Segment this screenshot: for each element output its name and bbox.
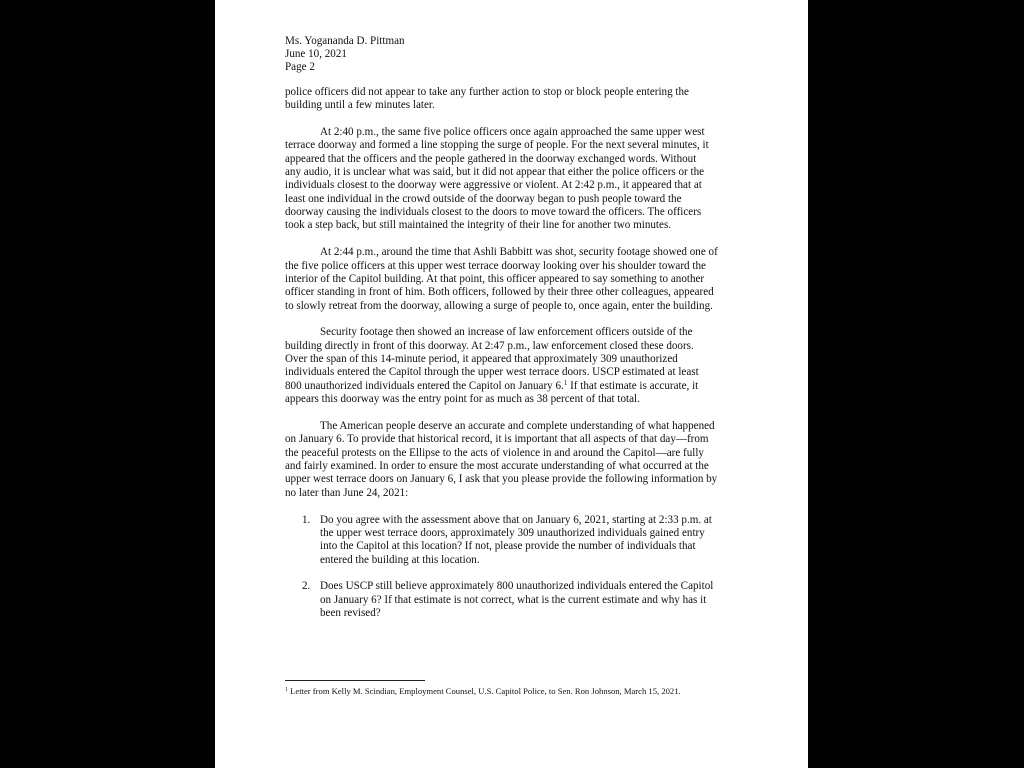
paragraph-line: and fairly examined. In order to ensure the most accurate understanding of what occurred at the [285, 460, 709, 472]
letter-header [285, 35, 405, 74]
paragraph-line: the five police officers at this upper west terrace doorway looking over his shoulder toward the [285, 260, 706, 272]
line-text: If that estimate is accurate, it [567, 380, 699, 392]
list-line: the upper west terrace doors, approximately 309 unauthorized individuals gained entry [320, 527, 705, 539]
paragraph-line: police officers did not appear to take any further action to stop or block people entering the [285, 86, 689, 98]
paragraph-line: Security footage then showed an increase of law enforcement officers outside of the [320, 326, 693, 338]
paragraph-line: individuals closest to the doorway were aggressive or violent. At 2:42 p.m., it appeared that at [285, 179, 702, 191]
paragraph-line: to slowly retreat from the doorway, allowing a surge of people to, once again, enter the building. [285, 300, 713, 312]
list-number: 2. [302, 580, 311, 592]
paragraph-line: terrace doorway and formed a line stopping the surge of people. For the next several minutes, it [285, 139, 709, 151]
paragraph-line: appears this doorway was the entry point for as much as 38 percent of that total. [285, 393, 640, 405]
paragraph-line: At 2:40 p.m., the same five police officers once again approached the same upper west [320, 126, 705, 138]
paragraph-line: Over the span of this 14-minute period, it appeared that approximately 309 unauthorized [285, 353, 678, 365]
paragraph-line: on January 6. To provide that historical record, it is important that all aspects of that day—from [285, 433, 709, 445]
recipient-name: Ms. Yogananda D. Pittman [285, 35, 405, 47]
paragraph-line: individuals entered the Capitol through the upper west terrace doors. USCP estimated at least [285, 366, 699, 378]
list-number: 1. [302, 514, 311, 526]
footnote-reference: 1 [563, 379, 568, 387]
page-number: Page 2 [285, 61, 315, 73]
paragraph-line: The American people deserve an accurate and complete understanding of what happened [320, 420, 715, 432]
paragraph-line: doorway causing the individuals closest to the doors to move toward the officers. The officers [285, 206, 702, 218]
list-line: Do you agree with the assessment above that on January 6, 2021, starting at 2:33 p.m. at [320, 514, 712, 526]
document-page [215, 0, 808, 768]
line-text: 800 unauthorized individuals entered the Capitol on January 6. [285, 380, 564, 392]
list-line: into the Capitol at this location? If not, please provide the number of individuals that [320, 540, 696, 552]
paragraph-line: appeared that the officers and the people gathered in the doorway exchanged words. Without [285, 153, 697, 165]
paragraph-line [285, 380, 698, 393]
letter-date: June 10, 2021 [285, 48, 347, 60]
footnote-divider [285, 680, 425, 681]
list-line: Does USCP still believe approximately 800 unauthorized individuals entered the Capitol [320, 580, 714, 592]
paragraph-line: took a step back, but still maintained the integrity of their line for another two minutes. [285, 219, 672, 231]
paragraph-line: any audio, it is unclear what was said, but it did not appear that either the police officers or the [285, 166, 705, 178]
list-line: been revised? [320, 607, 381, 619]
footnote-text: Letter from Kelly M. Scindian, Employment Counsel, U.S. Capitol Police, to Sen. Ron Johnson, March 15, 2021. [288, 686, 681, 696]
paragraph-line: building directly in front of this doorway. At 2:47 p.m., law enforcement closed these doors. [285, 340, 694, 352]
footnote [285, 686, 681, 697]
paragraph-line: the peaceful protests on the Ellipse to the acts of violence in and around the Capitol—are fully [285, 447, 704, 459]
list-line: entered the building at this location. [320, 554, 480, 566]
paragraph-line: officer standing in front of him. Both officers, followed by their three other colleagues, appeared [285, 286, 714, 298]
paragraph-line: no later than June 24, 2021: [285, 487, 409, 499]
paragraph-line: interior of the Capitol building. At that point, this officer appeared to say something to another [285, 273, 705, 285]
paragraph-line: upper west terrace doors on January 6, I ask that you please provide the following information by [285, 473, 718, 485]
paragraph-line: At 2:44 p.m., around the time that Ashli Babbitt was shot, security footage showed one of [320, 246, 718, 258]
footnote-marker: 1 [285, 687, 288, 693]
list-line: on January 6? If that estimate is not correct, what is the current estimate and why has it [320, 594, 707, 606]
paragraph-line: building until a few minutes later. [285, 99, 435, 111]
paragraph-line: least one individual in the crowd outside of the doorway began to push people toward the [285, 193, 682, 205]
